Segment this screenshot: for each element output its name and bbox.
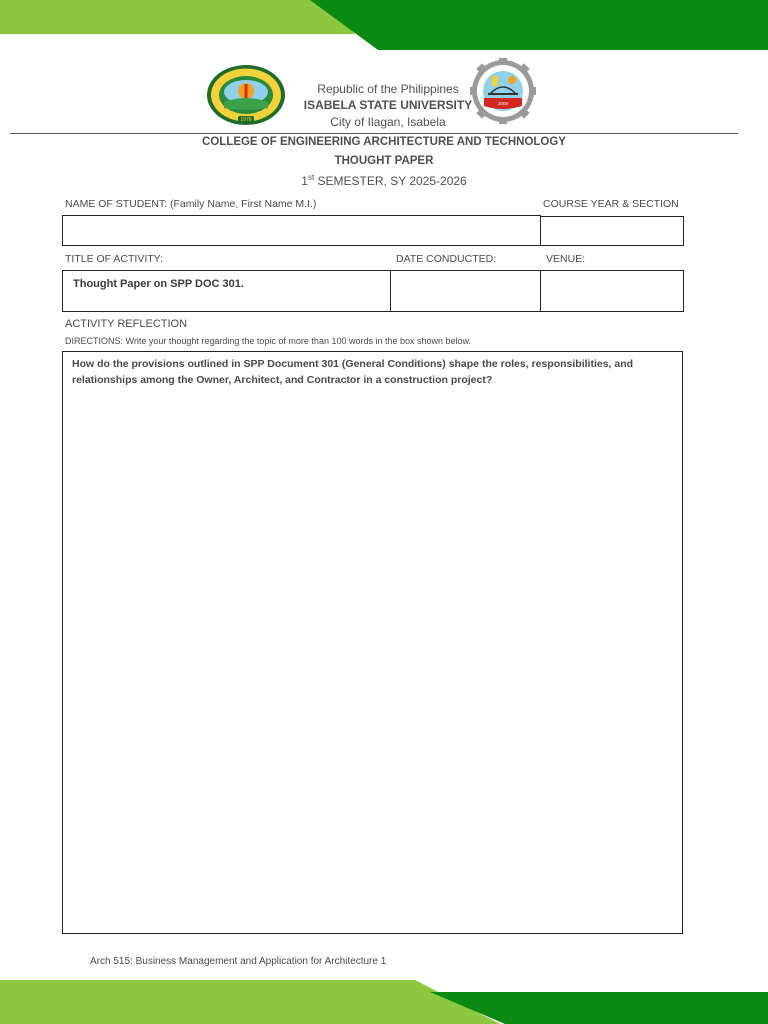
- date-conducted-label: DATE CONDUCTED:: [396, 253, 497, 265]
- university-name: ISABELA STATE UNIVERSITY: [303, 98, 473, 112]
- document-type: THOUGHT PAPER: [334, 155, 434, 167]
- reflection-question: How do the provisions outlined in SPP Document 301 (General Conditions) shape the roles, responsibilities, and relationships among the Owner, Architect, and Contractor in a construction project?: [72, 358, 634, 386]
- date-conducted-field[interactable]: [390, 270, 541, 312]
- banner-light-green: [0, 0, 355, 34]
- republic-line: Republic of the Philippines: [317, 82, 459, 96]
- course-footer: Arch 515: Business Management and Application for Architecture 1: [90, 956, 387, 967]
- reflection-answer-box[interactable]: [62, 351, 683, 934]
- bottom-banner: [0, 978, 768, 1024]
- venue-label: VENUE:: [546, 253, 586, 265]
- activity-reflection-label: ACTIVITY REFLECTION: [65, 318, 188, 330]
- title-activity-field[interactable]: [62, 270, 391, 312]
- directions-text: DIRECTIONS: Write your thought regarding the topic of more than 100 words in the box shown below.: [65, 336, 472, 346]
- semester-text: SEMESTER, SY 2025-2026: [314, 174, 467, 188]
- course-section-label: COURSE YEAR & SECTION: [543, 198, 679, 210]
- venue-field[interactable]: [540, 270, 684, 312]
- semester-suffix: st: [307, 173, 315, 182]
- header-divider: [10, 133, 738, 134]
- seal-right-year: 2008: [497, 101, 509, 106]
- bottom-banner-light-green: [0, 980, 500, 1024]
- title-activity-label: TITLE OF ACTIVITY:: [65, 253, 164, 265]
- semester-line: [0, 173, 768, 188]
- seal-left-year: 1978: [240, 117, 252, 123]
- course-section-field[interactable]: [540, 216, 684, 246]
- student-name-field[interactable]: [62, 215, 541, 246]
- student-name-label: NAME OF STUDENT: (Family Name, First Name M.I.): [65, 198, 317, 210]
- college-name: COLLEGE OF ENGINEERING ARCHITECTURE AND TECHNOLOGY: [202, 136, 566, 148]
- banner-dark-green: [310, 0, 768, 50]
- top-banner: [0, 0, 768, 52]
- university-location: City of Ilagan, Isabela: [330, 115, 446, 129]
- title-activity-value: Thought Paper on SPP DOC 301.: [73, 278, 244, 290]
- semester-ordinal: 1: [301, 174, 308, 188]
